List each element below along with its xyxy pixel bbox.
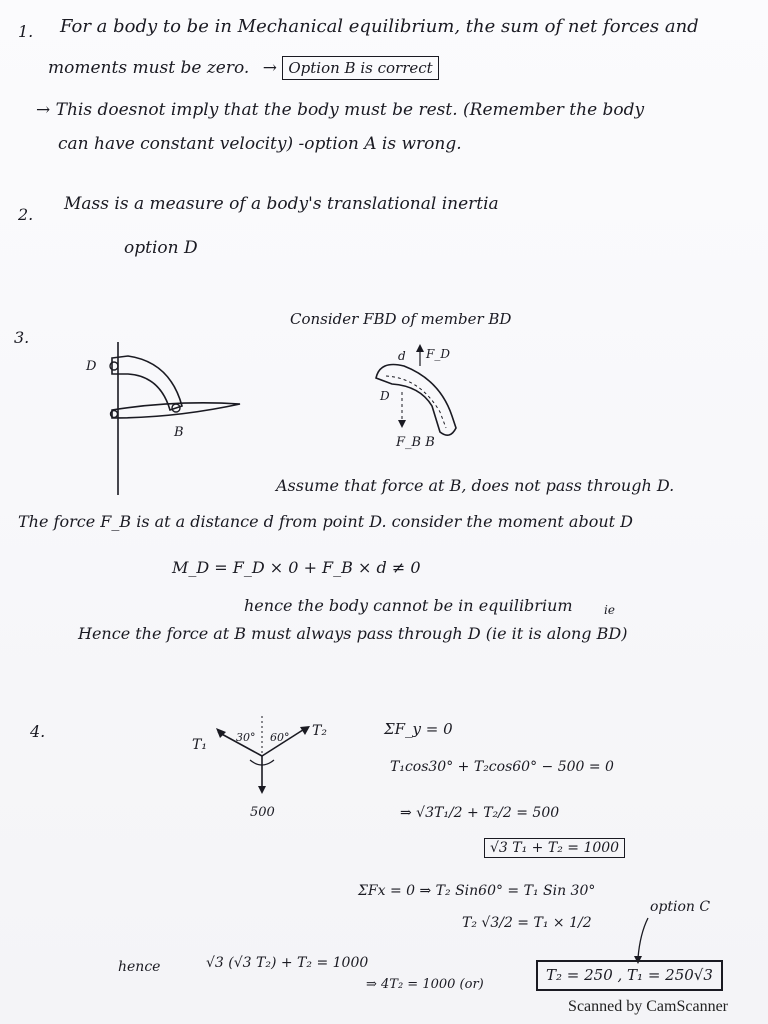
q4-eq4: T₂ √3/2 = T₁ × 1/2: [462, 915, 592, 931]
q1-line4: can have constant velocity) -option A is wrong.: [58, 134, 462, 154]
q3-label-D2: D: [380, 389, 390, 403]
q3-assume: Assume that force at B, does not pass through D.: [276, 476, 675, 495]
q3-label-FB-B: F_B B: [396, 435, 435, 450]
q1-number: 1.: [18, 22, 34, 41]
q3-ie: ie: [604, 603, 615, 617]
q4-eq5: √3 (√3 T₂) + T₂ = 1000: [206, 955, 369, 971]
q4-label-T1: T₁: [192, 737, 207, 753]
q3-equation: M_D = F_D × 0 + F_B × d ≠ 0: [172, 558, 421, 577]
q1-line2-text: moments must be zero.: [48, 58, 250, 78]
q1-option-box: Option B is correct: [282, 56, 438, 80]
q4-hence: hence: [118, 959, 161, 975]
q3-label-d: d: [398, 349, 406, 363]
q4-label-T2: T₂: [312, 723, 327, 739]
q1-line1: For a body to be in Mechanical equilibrium, the sum of net forces and: [60, 16, 699, 37]
q3-label-D: D: [86, 359, 97, 374]
q4-weight: 500: [250, 805, 275, 820]
q4-eq2: ⇒ √3T₁/2 + T₂/2 = 500: [400, 805, 560, 821]
q1-line3: → This doesnot imply that the body must be rest. (Remember the body: [36, 100, 645, 120]
q4-angle60: 60°: [270, 731, 290, 744]
q2-option: option D: [124, 238, 198, 258]
q2-line1: Mass is a measure of a body's translational inertia: [64, 194, 499, 214]
q3-label-B: B: [174, 425, 184, 440]
q4-eq6: ⇒ 4T₂ = 1000 (or): [366, 977, 484, 992]
q4-eq3-box: √3 T₁ + T₂ = 1000: [484, 838, 625, 858]
q4-angle30: 30°: [236, 731, 256, 744]
q3-label-FD: F_D: [426, 347, 450, 361]
q3-line1: The force F_B is at a distance d from point D. consider the moment about D: [18, 512, 633, 531]
q3-hence2: Hence the force at B must always pass through D (ie it is along BD): [78, 624, 628, 643]
q3-fbd-title: Consider FBD of member BD: [290, 310, 512, 328]
q2-number: 2.: [18, 205, 34, 224]
q4-answer-box: T₂ = 250 , T₁ = 250√3: [536, 960, 723, 991]
q4-optionC: option C: [650, 899, 711, 915]
q4-number: 4.: [30, 722, 46, 741]
q3-number: 3.: [14, 328, 30, 347]
q4-sumFx: ΣFx = 0 ⇒ T₂ Sin60° = T₁ Sin 30°: [358, 883, 596, 899]
q4-sumFy: ΣF_y = 0: [384, 720, 453, 738]
q3-hence1: hence the body cannot be in equilibrium: [244, 596, 573, 615]
camscanner-watermark: Scanned by CamScanner: [568, 998, 728, 1015]
q1-arrow: →: [262, 58, 277, 78]
q4-eq1: T₁cos30° + T₂cos60° − 500 = 0: [390, 759, 614, 775]
